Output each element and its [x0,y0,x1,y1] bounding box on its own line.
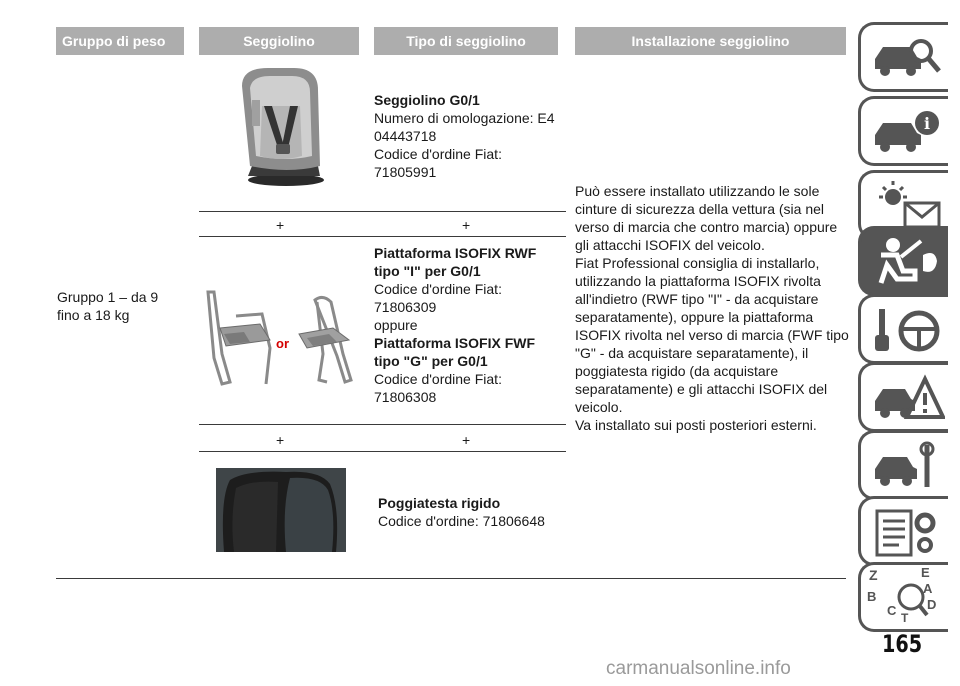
platform-rwf-code-label: Codice d'ordine Fiat: [374,281,502,297]
platform-fwf-subtitle: tipo "G" per G0/1 [374,353,488,369]
installation-line: veicolo. [575,399,623,415]
plus-sign: + [462,217,471,233]
installation-line: poggiatesta rigido (da acquistare [575,363,779,379]
row-divider [199,236,566,237]
platform-rwf-code: 71806309 [374,299,437,315]
headrest-image [216,468,346,552]
seat-title: Seggiolino G0/1 [374,92,480,108]
installation-line: Può essere installato utilizzando le sole [575,183,820,199]
headrest-title: Poggiatesta rigido [378,495,501,511]
installation-line: Va installato sui posti posteriori esterni. [575,417,817,433]
weight-group-label: Gruppo 1 – da 9 fino a 18 kg [57,289,159,323]
child-seat-image [228,66,328,188]
installation-line: ISOFIX rivolta nel verso di marcia (FWF tipo [575,327,849,343]
tab-car-info[interactable] [858,96,948,166]
tab-safety[interactable] [858,226,948,296]
platform-rwf-subtitle: tipo "I" per G0/1 [374,263,481,279]
car-search-icon [871,31,945,87]
or-label: or [276,336,289,351]
tab-technical-data[interactable] [858,496,948,566]
installation-line: utilizzando la piattaforma ISOFIX rivolta [575,273,821,289]
header-seat-type: Tipo di seggiolino [374,27,558,55]
installation-line: separatamente) e gli attacchi ISOFIX del [575,381,828,397]
index-letter: T [901,611,909,625]
installation-line: gli attacchi ISOFIX del veicolo. [575,237,765,253]
index-letter: B [867,589,877,604]
seat-order-code-label: Codice d'ordine Fiat: [374,146,502,162]
specs-list-gear-icon [871,505,945,561]
platform-fwf-code-label: Codice d'ordine Fiat: [374,371,502,387]
index-letter: E [921,565,930,580]
index-letter: D [927,597,937,612]
installation-line: cinture di sicurezza della vettura (sia nel [575,201,825,217]
table-bottom-rule [56,578,846,579]
index-letter: C [887,603,897,618]
tab-starting-driving[interactable] [858,294,948,364]
isofix-platform-rwf-image [200,288,280,388]
tab-car-search[interactable] [858,22,948,92]
watermark: carmanualsonline.info [606,658,791,679]
seat-homologation: Numero di omologazione: E4 [374,110,555,126]
car-info-icon [871,105,945,161]
page-number: 165 [882,630,923,658]
car-crash-warning-icon [871,371,945,427]
row-divider [199,424,566,425]
seat-order-code: 71805991 [374,164,437,180]
row-divider [199,211,566,212]
seat-homologation-number: 04443718 [374,128,437,144]
installation-line: "G" - da acquistare separatamente), il [575,345,809,361]
platform-oppure: oppure [374,317,418,333]
tab-emergency[interactable] [858,362,948,432]
airbag-seat-icon [871,235,945,291]
installation-line: verso di marcia che contro marcia) oppure [575,219,838,235]
platform-rwf-title: Piattaforma ISOFIX RWF [374,245,537,261]
index-letter: Z [869,567,878,583]
headrest-code: Codice d'ordine: 71806648 [378,513,545,529]
header-seat: Seggiolino [199,27,359,55]
row-divider [199,451,566,452]
plus-sign: + [276,217,285,233]
plus-sign: + [276,432,285,448]
installation-line: separatamente), oppure la piattaforma [575,309,814,325]
plus-sign: + [462,432,471,448]
platform-fwf-title: Piattaforma ISOFIX FWF [374,335,536,351]
header-installation: Installazione seggiolino [575,27,846,55]
car-tools-icon [871,439,945,495]
installation-line: all'indietro (RWF tipo "I" - da acquistare [575,291,819,307]
key-steering-wheel-icon [871,303,945,359]
tab-index[interactable] [858,562,948,632]
svg-text:i: i [924,114,931,133]
platform-fwf-code: 71806308 [374,389,437,405]
index-letter: A [923,581,933,596]
header-weight-group: Gruppo di peso [56,27,184,55]
installation-line: Fiat Professional consiglia di installarlo, [575,255,820,271]
isofix-platform-fwf-image [293,294,363,384]
tab-maintenance[interactable] [858,430,948,500]
